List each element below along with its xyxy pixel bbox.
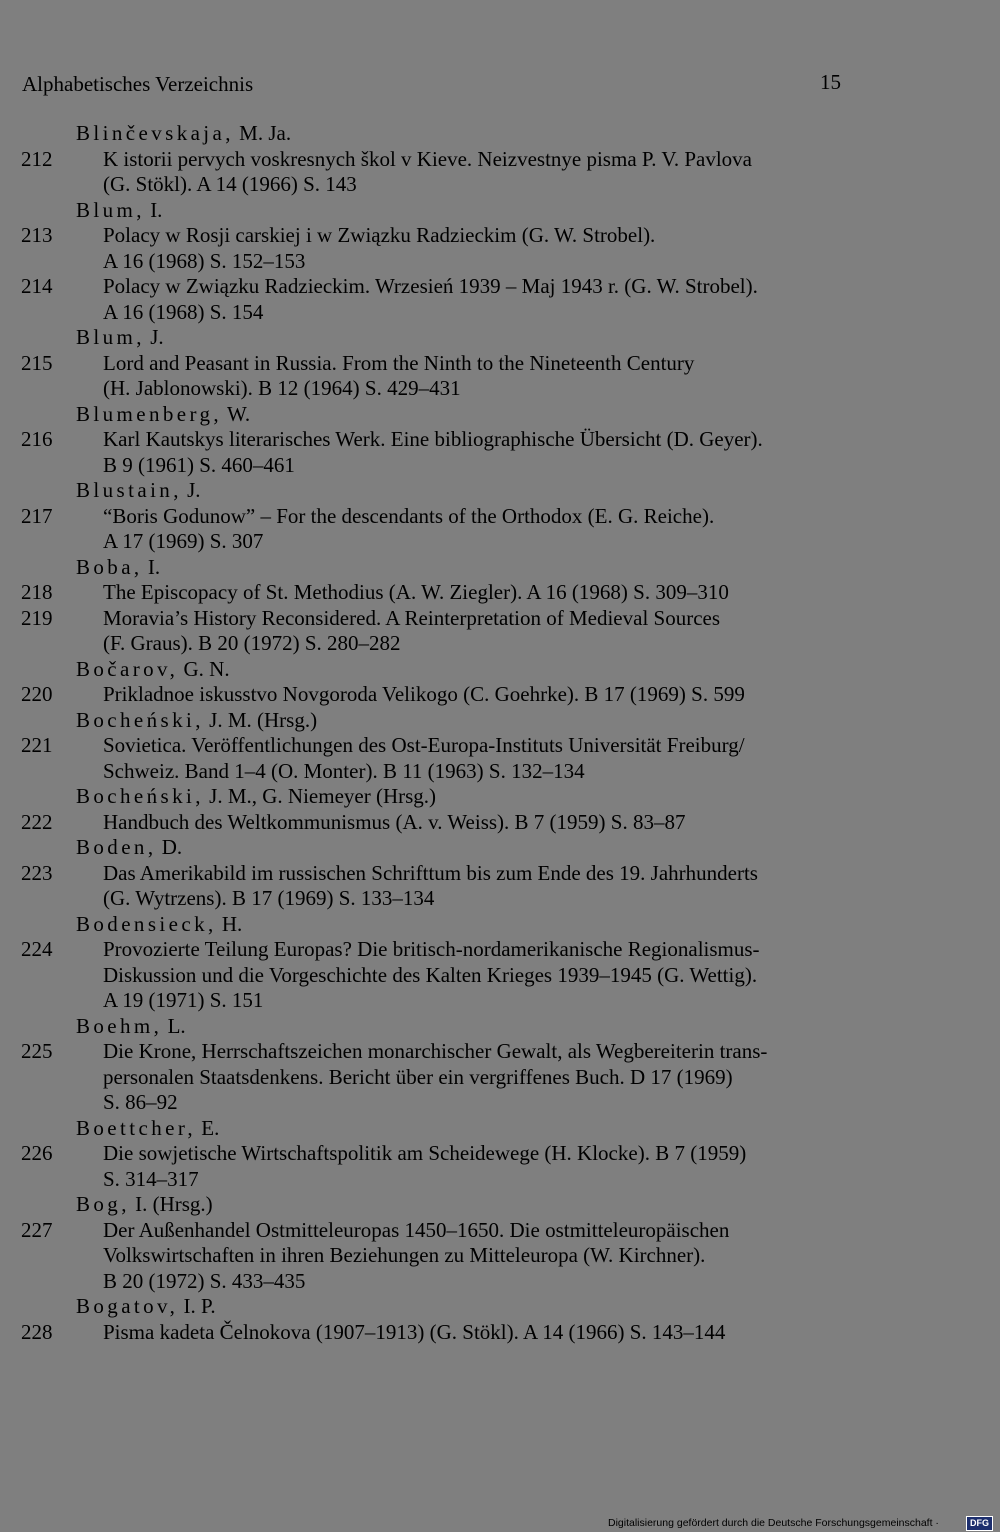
- entry-continuation: [0, 759, 1000, 785]
- entry-text: Das Amerikabild im russischen Schrifttum bis zum Ende des 19. Jahrhunderts: [103, 860, 758, 885]
- entry-text: Sovietica. Veröffentlichungen des Ost-Europa-Instituts Universität Freiburg/: [103, 733, 745, 757]
- author-heading: [0, 402, 1000, 428]
- author-name-line: [76, 555, 160, 581]
- author-initials: W.: [222, 401, 251, 426]
- entry-continuation: [0, 300, 1000, 326]
- entry-text: B 20 (1972) S. 433–435: [103, 1268, 306, 1293]
- author-name-line: [76, 1116, 219, 1142]
- author-initials: J. M. (Hrsg.): [203, 707, 318, 732]
- entry-text: Schweiz. Band 1–4 (O. Monter). B 11 (1963) S. 132–134: [103, 758, 585, 783]
- entry-text: Karl Kautskys literarisches Werk. Eine bibliographische Übersicht (D. Geyer).: [103, 427, 763, 451]
- entry-number: 216: [21, 427, 53, 451]
- author-heading: [0, 555, 1000, 581]
- entry-line: [0, 580, 1000, 606]
- author-surname: Bocheński,: [76, 707, 204, 732]
- entry-number: 224: [21, 937, 53, 961]
- author-initials: H.: [216, 911, 243, 936]
- entry-continuation: [0, 988, 1000, 1014]
- entry-line: [0, 937, 1000, 963]
- author-surname: Bočarov,: [76, 656, 179, 681]
- entry-text: Handbuch des Weltkommunismus (A. v. Weiss). B 7 (1959) S. 83–87: [103, 809, 686, 834]
- entry-line: [0, 1320, 1000, 1346]
- entry-number: 221: [21, 733, 53, 757]
- author-surname: Blum,: [76, 325, 145, 349]
- entry-number: 214: [21, 274, 53, 298]
- author-surname: Bocheński,: [76, 784, 204, 808]
- entry-number: 218: [21, 580, 53, 604]
- author-heading: [0, 912, 1000, 938]
- author-heading: [0, 835, 1000, 861]
- funding-note: Digitalisierung gefördert durch die Deutsche Forschungsgemeinschaft ·: [608, 1517, 939, 1529]
- author-heading: [0, 121, 1000, 147]
- entry-text: (G. Wytrzens). B 17 (1969) S. 133–134: [103, 886, 435, 910]
- entry-continuation: [0, 453, 1000, 479]
- entry-line: [0, 733, 1000, 759]
- entry-continuation: [0, 1065, 1000, 1091]
- entry-line: [0, 223, 1000, 249]
- entry-line: [0, 861, 1000, 887]
- entry-text: Prikladnoe iskusstvo Novgoroda Velikogo (C. Goehrke). B 17 (1969) S. 599: [103, 682, 745, 706]
- author-initials: I.: [144, 197, 163, 222]
- entry-continuation: [0, 1243, 1000, 1269]
- entry-number: 212: [21, 146, 53, 171]
- author-name-line: [76, 1192, 213, 1218]
- entry-text: Diskussion und die Vorgeschichte des Kalten Krieges 1939–1945 (G. Wettig).: [103, 962, 758, 987]
- entry-continuation: [0, 963, 1000, 989]
- entry-number: 219: [21, 605, 53, 630]
- entry-continuation: [0, 1090, 1000, 1116]
- entry-continuation: [0, 1269, 1000, 1295]
- author-surname: Blum,: [76, 197, 145, 222]
- author-initials: J.: [181, 478, 201, 502]
- author-surname: Boba,: [76, 554, 143, 579]
- entry-line: [0, 1039, 1000, 1065]
- entry-number: 223: [21, 860, 53, 885]
- author-heading: [0, 1014, 1000, 1040]
- author-name-line: [76, 1014, 186, 1040]
- author-name-line: [76, 835, 182, 861]
- author-initials: D.: [156, 835, 183, 859]
- entry-number: 227: [21, 1217, 53, 1242]
- entry-text: The Episcopacy of St. Methodius (A. W. Ziegler). A 16 (1968) S. 309–310: [103, 580, 729, 604]
- author-surname: Bogatov,: [76, 1294, 179, 1318]
- entry-continuation: [0, 172, 1000, 198]
- author-initials: I.: [142, 554, 161, 579]
- entry-text: Volkswirtschaften in ihren Beziehungen zu Mitteleuropa (W. Kirchner).: [103, 1243, 706, 1267]
- entry-text: “Boris Godunow” – For the descendants of the Orthodox (E. G. Reiche).: [103, 503, 715, 528]
- author-initials: E.: [196, 1115, 220, 1140]
- entry-text: K istorii pervych voskresnych škol v Kieve. Neizvestnye pisma P. V. Pavlova: [103, 146, 752, 171]
- author-name-line: [76, 198, 162, 224]
- entry-number: 220: [21, 682, 53, 706]
- entry-number: 225: [21, 1039, 53, 1063]
- author-heading: [0, 784, 1000, 810]
- entry-text: S. 314–317: [103, 1166, 199, 1191]
- entry-continuation: [0, 631, 1000, 657]
- author-initials: G. N.: [178, 656, 230, 681]
- entry-number: 226: [21, 1141, 53, 1165]
- author-name-line: [76, 121, 291, 147]
- author-surname: Boehm,: [76, 1013, 163, 1038]
- entry-continuation: [0, 249, 1000, 275]
- author-heading: [0, 478, 1000, 504]
- entry-continuation: [0, 886, 1000, 912]
- entry-continuation: [0, 376, 1000, 402]
- entry-text: Die sowjetische Wirtschaftspolitik am Scheidewege (H. Klocke). B 7 (1959): [103, 1141, 747, 1165]
- entry-text: Polacy w Rosji carskiej i w Związku Radzieckim (G. W. Strobel).: [103, 223, 656, 247]
- author-heading: [0, 1294, 1000, 1320]
- author-name-line: [76, 402, 250, 428]
- entry-text: (F. Graus). B 20 (1972) S. 280–282: [103, 631, 401, 655]
- author-name-line: [76, 912, 242, 938]
- entry-text: (G. Stökl). A 14 (1966) S. 143: [103, 172, 357, 196]
- entry-number: 217: [21, 503, 53, 528]
- author-name-line: [76, 1294, 216, 1320]
- entry-continuation: [0, 529, 1000, 555]
- author-name-line: [76, 784, 436, 810]
- author-surname: Blumenberg,: [76, 401, 223, 426]
- entry-text: personalen Staatsdenkens. Bericht über ein vergriffenes Buch. D 17 (1969): [103, 1064, 733, 1089]
- author-name-line: [76, 478, 201, 504]
- page-number: 15: [820, 70, 841, 94]
- entry-text: B 9 (1961) S. 460–461: [103, 452, 295, 477]
- author-surname: Bodensieck,: [76, 911, 217, 936]
- entry-number: 228: [21, 1319, 53, 1344]
- entry-text: S. 86–92: [103, 1090, 178, 1114]
- running-head: Alphabetisches Verzeichnis: [22, 72, 254, 96]
- entry-text: Pisma kadeta Čelnokova (1907–1913) (G. Stökl). A 14 (1966) S. 143–144: [103, 1319, 726, 1344]
- entry-line: [0, 606, 1000, 632]
- author-initials: M. Ja.: [233, 121, 292, 145]
- entry-text: Provozierte Teilung Europas? Die britisch-nordamerikanische Regionalismus-: [103, 937, 760, 961]
- entry-line: [0, 810, 1000, 836]
- entry-text: A 16 (1968) S. 154: [103, 299, 264, 324]
- entry-line: [0, 427, 1000, 453]
- entry-line: [0, 682, 1000, 708]
- author-surname: Bog,: [76, 1192, 130, 1216]
- entry-text: A 19 (1971) S. 151: [103, 988, 264, 1012]
- author-surname: Blinčevskaja,: [76, 121, 234, 145]
- author-heading: [0, 1116, 1000, 1142]
- author-heading: [0, 325, 1000, 351]
- author-initials: J. M., G. Niemeyer (Hrsg.): [203, 784, 437, 808]
- entry-text: Der Außenhandel Ostmitteleuropas 1450–1650. Die ostmitteleuropäischen: [103, 1217, 730, 1242]
- entry-text: Die Krone, Herrschaftszeichen monarchischer Gewalt, als Wegbereiterin trans-: [103, 1039, 768, 1063]
- entry-line: [0, 351, 1000, 377]
- entry-continuation: [0, 1167, 1000, 1193]
- author-initials: I. P.: [178, 1294, 216, 1318]
- entry-line: [0, 274, 1000, 300]
- author-surname: Blustain,: [76, 478, 182, 502]
- entry-line: [0, 1141, 1000, 1167]
- entry-text: Lord and Peasant in Russia. From the Ninth to the Nineteenth Century: [103, 350, 695, 375]
- entry-line: [0, 147, 1000, 173]
- author-heading: [0, 657, 1000, 683]
- author-surname: Boettcher,: [76, 1115, 197, 1140]
- author-name-line: [76, 325, 164, 351]
- author-heading: [0, 198, 1000, 224]
- dfg-logo-icon: DFG: [966, 1516, 993, 1531]
- entry-text: Moravia’s History Reconsidered. A Reinterpretation of Medieval Sources: [103, 605, 721, 630]
- entry-number: 222: [21, 809, 53, 834]
- author-heading: [0, 1192, 1000, 1218]
- entry-text: A 16 (1968) S. 152–153: [103, 248, 306, 273]
- entry-number: 215: [21, 350, 53, 375]
- author-initials: L.: [162, 1013, 186, 1038]
- author-heading: [0, 708, 1000, 734]
- author-initials: J.: [144, 325, 164, 349]
- author-surname: Boden,: [76, 835, 157, 859]
- entry-number: 213: [21, 223, 53, 247]
- entry-line: [0, 1218, 1000, 1244]
- entry-text: A 17 (1969) S. 307: [103, 529, 264, 553]
- entry-text: Polacy w Związku Radzieckim. Wrzesień 1939 – Maj 1943 r. (G. W. Strobel).: [103, 274, 758, 298]
- entry-text: (H. Jablonowski). B 12 (1964) S. 429–431: [103, 376, 461, 400]
- author-name-line: [76, 657, 230, 683]
- author-initials: I. (Hrsg.): [129, 1192, 213, 1216]
- author-name-line: [76, 708, 317, 734]
- entry-line: [0, 504, 1000, 530]
